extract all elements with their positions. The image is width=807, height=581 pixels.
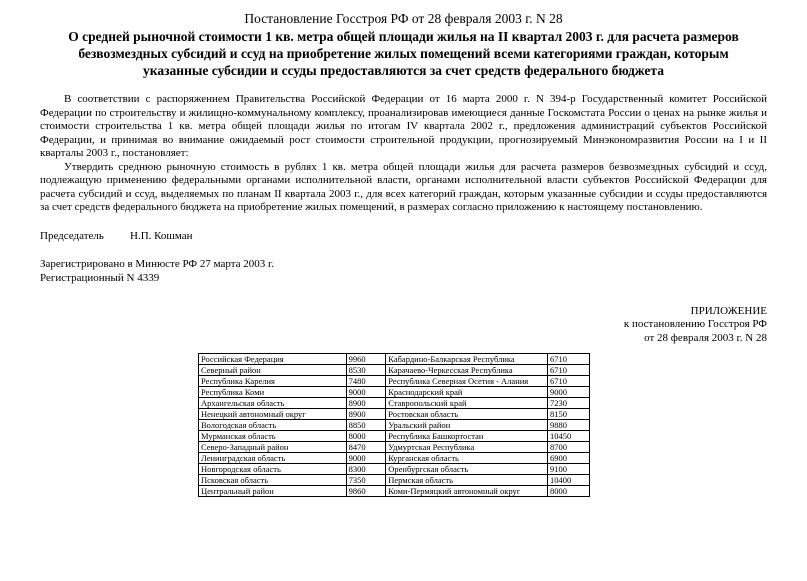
appendix-title: ПРИЛОЖЕНИЕ — [690, 304, 767, 317]
table-row — [199, 365, 590, 376]
price-value-cell: 6900 — [548, 453, 590, 464]
region-name-cell: Новгородская область — [199, 464, 347, 475]
price-value-cell: 7480 — [346, 376, 386, 387]
table-row — [199, 409, 590, 420]
region-name-cell: Краснодарский край — [386, 387, 548, 398]
table-row — [199, 376, 590, 387]
region-name-cell: Псковская область — [199, 475, 347, 486]
price-value-cell: 9000 — [548, 387, 590, 398]
region-name-cell: Оренбургская область — [386, 464, 548, 475]
price-value-cell: 8900 — [346, 409, 386, 420]
region-name-cell: Республика Коми — [199, 387, 347, 398]
region-name-cell: Республика Карелия — [199, 376, 347, 387]
document-heading: О средней рыночной стоимости 1 кв. метра общей площади жилья на II квартал 2003 г. для расчета размеров безвозмездных субсидий и ссуд на приобретение жилых помещений всеми категориями граждан, которым указанные субсидии и ссуды предоставляются за счет средств федерального бюджета — [68, 29, 739, 78]
price-value-cell: 9960 — [346, 354, 386, 365]
region-name-cell: Центральный район — [199, 486, 347, 497]
document-page — [0, 10, 807, 581]
region-name-cell: Ростовская область — [386, 409, 548, 420]
registration-block — [40, 257, 767, 285]
price-value-cell: 8700 — [548, 442, 590, 453]
region-name-cell: Северо-Западный район — [199, 442, 347, 453]
document-title: Постановление Госстроя РФ от 28 февраля 2003 г. N 28 — [244, 11, 563, 26]
table-row — [199, 442, 590, 453]
region-name-cell: Мурманская область — [199, 431, 347, 442]
price-value-cell: 8300 — [346, 464, 386, 475]
appendix-reference: к постановлению Госстроя РФ — [623, 318, 767, 330]
region-name-cell: Коми-Пермяцкий автономный округ — [386, 486, 548, 497]
registration-number: Регистрационный N 4339 — [40, 271, 160, 284]
table-row — [199, 354, 590, 365]
region-name-cell: Российская Федерация — [199, 354, 347, 365]
region-name-cell: Пермская область — [386, 475, 548, 486]
table-row — [199, 475, 590, 486]
table-row — [199, 398, 590, 409]
price-value-cell: 7230 — [548, 398, 590, 409]
price-value-cell: 9000 — [346, 387, 386, 398]
price-value-cell: 7350 — [346, 475, 386, 486]
price-value-cell: 8530 — [346, 365, 386, 376]
paragraph-preamble: В соответствии с распоряжением Правительства Российской Федерации от 16 марта 2000 г. N 394-р Государственный комитет Российской Федерации по строительству и жилищно-коммунальному комплексу, проанализировав имеющиеся данные Госкомстата России о ценах на рынке жилья и стоимости строительства 1 кв. метра общей площади жилья по итогам IV квартала 2002 г., предложения администраций субъектов Российской Федерации, и принимая во внимание ожидаемый рост стоимости строительной продукции, прогнозируемый Минэкономразвития России на I и II кварталы 2003 г., постановляет: — [40, 93, 767, 159]
table-row — [199, 387, 590, 398]
price-value-cell: 8150 — [548, 409, 590, 420]
price-value-cell: 10400 — [548, 475, 590, 486]
price-value-cell: 6710 — [548, 376, 590, 387]
price-value-cell: 8470 — [346, 442, 386, 453]
table-row — [199, 420, 590, 431]
region-name-cell: Удмуртская Республика — [386, 442, 548, 453]
region-name-cell: Ленинградская область — [199, 453, 347, 464]
registration-date: Зарегистрировано в Минюсте РФ 27 марта 2003 г. — [40, 257, 275, 270]
price-value-cell: 8850 — [346, 420, 386, 431]
price-value-cell: 9100 — [548, 464, 590, 475]
region-name-cell: Ненецкий автономный округ — [199, 409, 347, 420]
region-name-cell: Республика Северная Осетия - Алания — [386, 376, 548, 387]
price-value-cell: 10450 — [548, 431, 590, 442]
region-name-cell: Курганская область — [386, 453, 548, 464]
region-name-cell: Ставропольский край — [386, 398, 548, 409]
table-row — [199, 431, 590, 442]
appendix-header — [40, 305, 767, 346]
table-row — [199, 453, 590, 464]
region-name-cell: Архангельская область — [199, 398, 347, 409]
appendix-date: от 28 февраля 2003 г. N 28 — [644, 331, 767, 344]
price-value-cell: 9000 — [346, 453, 386, 464]
price-value-cell: 9860 — [346, 486, 386, 497]
region-name-cell: Карачаево-Черкесская Республика — [386, 365, 548, 376]
price-value-cell: 9880 — [548, 420, 590, 431]
price-value-cell: 8000 — [548, 486, 590, 497]
region-name-cell: Республика Башкортостан — [386, 431, 548, 442]
price-value-cell: 6710 — [548, 365, 590, 376]
table-row — [199, 464, 590, 475]
signature-name: Н.П. Кошман — [130, 229, 193, 242]
price-value-cell: 8900 — [346, 398, 386, 409]
signature-block — [40, 229, 767, 243]
region-name-cell: Уральский район — [386, 420, 548, 431]
price-value-cell: 6710 — [548, 354, 590, 365]
paragraph-resolution: Утвердить среднюю рыночную стоимость в рублях 1 кв. метра общей площади жилья для расчета размеров безвозмездных субсидий и ссуд, подлежащую применению федеральными органами исполнительной власти, органами исполнительной власти субъектов Российской Федерации для расчета субсидий и ссуд, выделяемых по планам II квартала 2003 г., для всех категорий граждан, которым указанные субсидии и ссуды предоставляются за счет средств федерального бюджета на приобретение жилых помещений, в размерах согласно приложению к настоящему постановлению. — [40, 160, 767, 213]
region-name-cell: Северный район — [199, 365, 347, 376]
document-body — [40, 93, 767, 215]
region-name-cell: Вологодская область — [199, 420, 347, 431]
price-value-cell: 8000 — [346, 431, 386, 442]
price-table — [198, 353, 590, 497]
region-name-cell: Кабардино-Балкарская Республика — [386, 354, 548, 365]
signature-role: Председатель — [40, 229, 104, 242]
table-row — [199, 486, 590, 497]
